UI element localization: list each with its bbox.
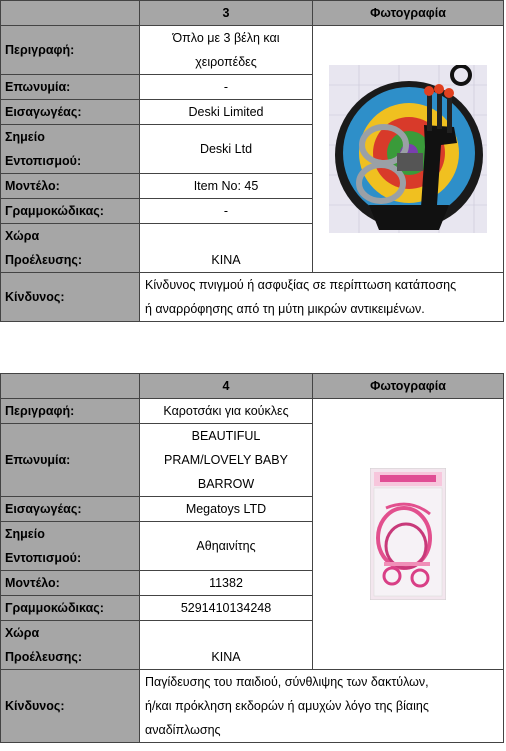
- hazard-label: Κίνδυνος:: [1, 670, 140, 743]
- hazard-label: Κίνδυνος:: [1, 273, 140, 322]
- header-blank-cell: [1, 1, 140, 26]
- header-blank-cell: [1, 374, 140, 399]
- record-number: 3: [140, 1, 313, 26]
- origin-value: KINA: [140, 224, 313, 273]
- photo-header: Φωτογραφία: [313, 374, 504, 399]
- barcode-value: 5291410134248: [140, 596, 313, 621]
- location-value: Αθηαινίτης: [140, 522, 313, 571]
- brand-value: BEAUTIFUL PRAM/LOVELY BABY BARROW: [140, 424, 313, 497]
- location-value: Deski Ltd: [140, 125, 313, 174]
- model-value: Item No: 45: [140, 174, 313, 199]
- record-number: 4: [140, 374, 313, 399]
- location-label: Σημείο Εντοπισμού:: [1, 125, 140, 174]
- barcode-label: Γραμμοκώδικας:: [1, 199, 140, 224]
- record-table-4: [0, 373, 504, 743]
- brand-value: -: [140, 75, 313, 100]
- product-photo-cell: [313, 399, 504, 670]
- brand-label: Επωνυμία:: [1, 424, 140, 497]
- barcode-label: Γραμμοκώδικας:: [1, 596, 140, 621]
- model-label: Μοντέλο:: [1, 571, 140, 596]
- photo-header: Φωτογραφία: [313, 1, 504, 26]
- hazard-value: Παγίδευσης του παιδιού, σύνθλιψης των δακτύλων, ή/και πρόκληση εκδορών ή αμυχών λόγο της βίαιης αναδίπλωσης: [140, 670, 504, 743]
- importer-value: Megatoys LTD: [140, 497, 313, 522]
- importer-value: Deski Limited: [140, 100, 313, 125]
- toy-gun-handcuffs-photo: [329, 65, 487, 233]
- hazard-value: Κίνδυνος πνιγμού ή ασφυξίας σε περίπτωση κατάποσης ή αναρρόφησης από τη μύτη μικρών αντικειμένων.: [140, 273, 504, 322]
- model-value: 11382: [140, 571, 313, 596]
- description-label: Περιγραφή:: [1, 399, 140, 424]
- origin-value: KINA: [140, 621, 313, 670]
- product-photo-cell: [313, 26, 504, 273]
- importer-label: Εισαγωγέας:: [1, 100, 140, 125]
- location-label: Σημείο Εντοπισμού:: [1, 522, 140, 571]
- description-value: Όπλο με 3 βέλη και χειροπέδες: [140, 26, 313, 75]
- importer-label: Εισαγωγέας:: [1, 497, 140, 522]
- description-value: Καροτσάκι για κούκλες: [140, 399, 313, 424]
- origin-label: Χώρα Προέλευσης:: [1, 224, 140, 273]
- origin-label: Χώρα Προέλευσης:: [1, 621, 140, 670]
- doll-pram-package-photo: [370, 468, 446, 600]
- brand-label: Επωνυμία:: [1, 75, 140, 100]
- description-label: Περιγραφή:: [1, 26, 140, 75]
- barcode-value: -: [140, 199, 313, 224]
- model-label: Μοντέλο:: [1, 174, 140, 199]
- record-table-3: [0, 0, 504, 322]
